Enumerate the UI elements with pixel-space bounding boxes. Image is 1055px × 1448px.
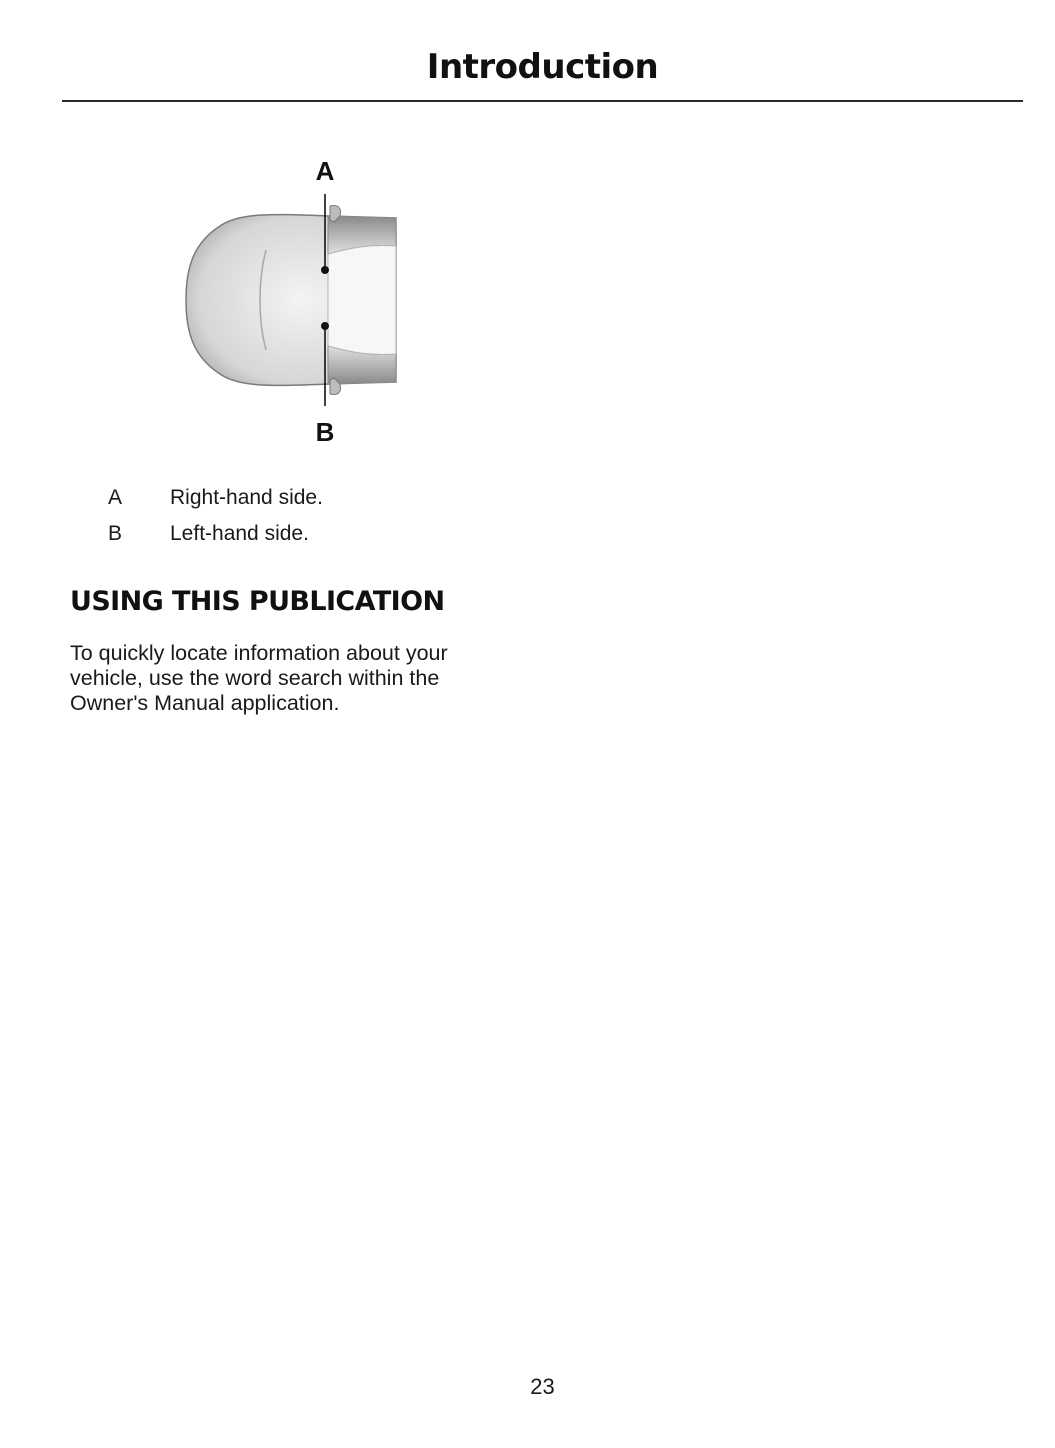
page-number: 23 bbox=[530, 1374, 555, 1399]
legend-text: Right-hand side. bbox=[170, 486, 323, 509]
legend-item bbox=[108, 480, 323, 516]
callout-b-dot bbox=[321, 322, 329, 330]
section-body-text: To quickly locate information about your vehicle, use the word search within the Owner's Manual application. bbox=[70, 641, 448, 715]
vehicle-sides-illustration bbox=[170, 150, 430, 450]
legend-item bbox=[108, 516, 323, 552]
callout-a-dot bbox=[321, 266, 329, 274]
page-title: Introduction bbox=[426, 47, 659, 87]
legend-text: Left-hand side. bbox=[170, 522, 309, 545]
car-top-view-icon bbox=[170, 150, 430, 450]
legend-key: A bbox=[108, 486, 123, 509]
page-header bbox=[62, 40, 1023, 102]
section-heading: USING THIS PUBLICATION bbox=[70, 586, 445, 617]
legend-key: B bbox=[108, 522, 123, 545]
callout-label-a: A bbox=[315, 156, 335, 186]
figure-legend bbox=[108, 480, 323, 552]
callout-label-b: B bbox=[315, 417, 335, 447]
